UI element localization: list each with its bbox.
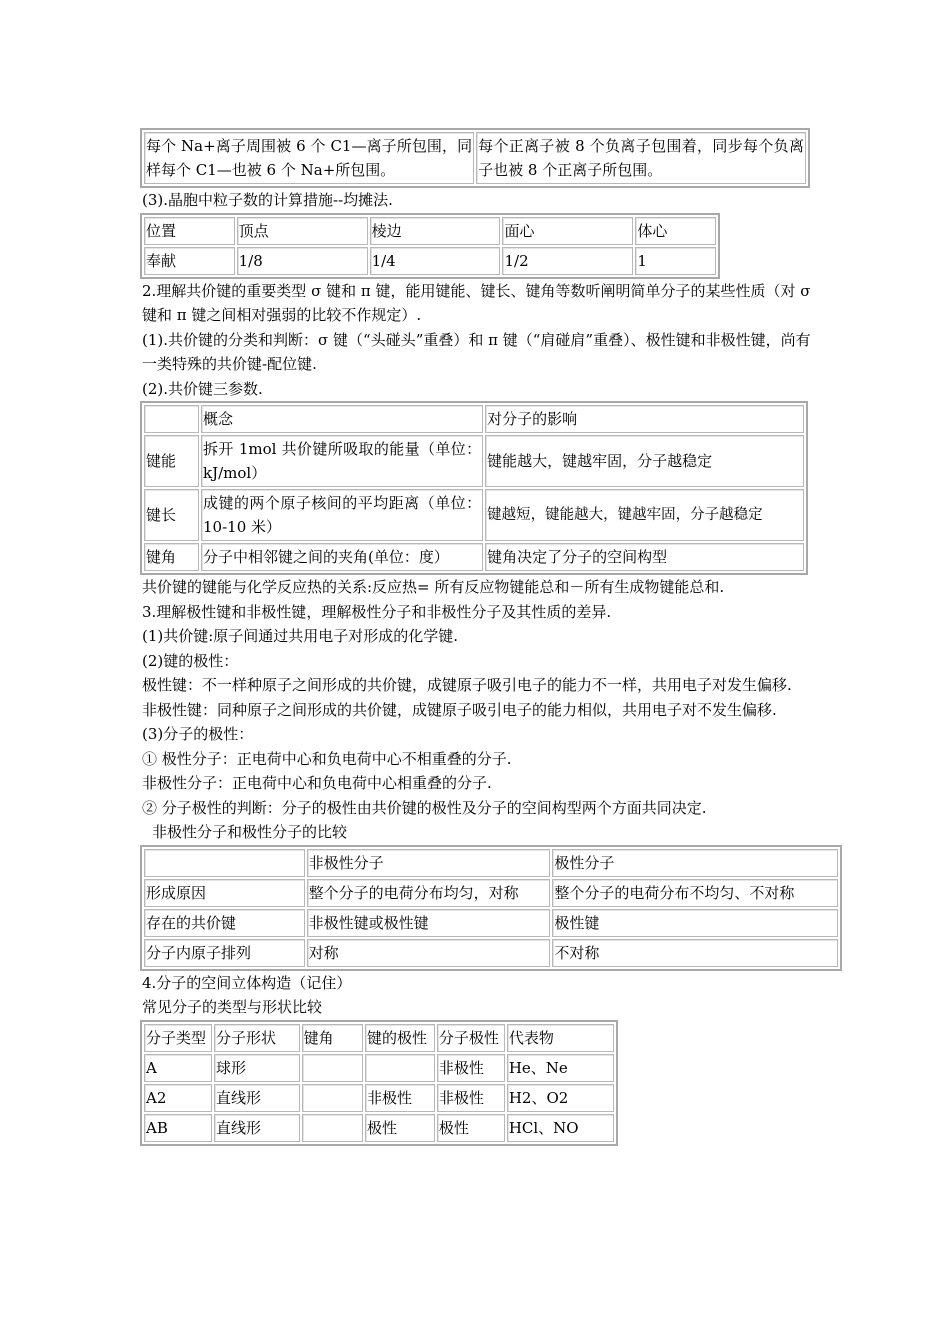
table-cell: 整个分子的电荷分布均匀，对称 <box>307 879 551 907</box>
table-row <box>144 405 804 433</box>
table-cell: 非极性 <box>365 1084 435 1112</box>
table-cell: 直线形 <box>214 1114 300 1142</box>
paragraph: (2)键的极性： <box>142 651 239 670</box>
table-cell: 每个正离子被 8 个负离子包围着，同步每个负离子也被 8 个正离子所包围。 <box>476 132 806 184</box>
table-header-cell <box>144 849 305 877</box>
table-cell: 1/8 <box>237 247 368 275</box>
table-header-cell: 代表物 <box>507 1024 614 1052</box>
table-cell: A <box>144 1054 212 1082</box>
molecule-shape-table <box>140 1020 618 1146</box>
table-row <box>144 939 838 967</box>
table-cell: 拆开 1mol 共价键所吸取的能量（单位：kJ/mol） <box>201 435 483 487</box>
table-header-cell <box>144 405 199 433</box>
table-header-cell: 棱边 <box>370 217 501 245</box>
table-cell: 奉献 <box>144 247 235 275</box>
table-row <box>144 879 838 907</box>
table-cell: 键越短，键能越大，键越牢固，分子越稳定 <box>485 489 804 541</box>
table-cell: A2 <box>144 1084 212 1112</box>
table-header-cell: 键角 <box>302 1024 363 1052</box>
section-heading: 3.理解极性键和非极性键，理解极性分子和非极性分子及其性质的差异. <box>142 602 612 621</box>
table-cell: 非极性 <box>437 1084 505 1112</box>
paragraph: 非极性键：同种原子之间形成的共价键，成键原子吸引电子的能力相似，共用电子对不发生偏移. <box>142 700 777 719</box>
table-row <box>144 1114 614 1142</box>
table-row <box>144 217 716 245</box>
table-header-cell: 对分子的影响 <box>485 405 804 433</box>
paragraph: (3).晶胞中粒子数的计算措施--均摊法. <box>142 191 393 209</box>
table-cell: 球形 <box>214 1054 300 1082</box>
table-caption: 常见分子的类型与形状比较 <box>142 998 323 1016</box>
table-cell: 成键的两个原子核间的平均距离（单位：10-10 米） <box>201 489 483 541</box>
paragraph: ① 极性分子：正电荷中心和负电荷中心不相重叠的分子. <box>142 749 512 768</box>
table-header-cell: 分子类型 <box>144 1024 212 1052</box>
paragraph: 共价键的键能与化学反应热的关系:反应热= 所有反应物键能总和－所有生成物键能总和. <box>142 578 725 596</box>
table-cell: 1/2 <box>502 247 633 275</box>
table-header-cell: 面心 <box>502 217 633 245</box>
section-heading: 4.分子的空间立体构造（记住） <box>142 973 352 992</box>
paragraph: 非极性分子：正电荷中心和负电荷中心相重叠的分子. <box>142 774 492 792</box>
table-cell: 形成原因 <box>144 879 305 907</box>
table-cell: 直线形 <box>214 1084 300 1112</box>
table-caption: 非极性分子和极性分子的比较 <box>152 823 348 841</box>
table-row <box>144 1024 614 1052</box>
paragraph: ② 分子极性的判断：分子的极性由共价键的极性及分子的空间构型两个方面共同决定. <box>142 798 707 817</box>
table-cell: 1/4 <box>370 247 501 275</box>
table-cell: 极性 <box>437 1114 505 1142</box>
table-cell: H2、O2 <box>507 1084 614 1112</box>
table-cell: 非极性 <box>437 1054 505 1082</box>
table-header-cell: 顶点 <box>237 217 368 245</box>
table-cell: 键长 <box>144 489 199 541</box>
table-cell <box>302 1054 363 1082</box>
crystal-structure-table <box>140 128 810 188</box>
paragraph: 极性键：不一样种原子之间形成的共价键，成键原子吸引电子的能力不一样，共用电子对发生偏移. <box>142 676 792 694</box>
table-header-cell: 体心 <box>635 217 716 245</box>
table-cell: 非极性键或极性键 <box>307 909 551 937</box>
document-page <box>142 128 812 1146</box>
table-row <box>144 132 806 184</box>
unit-cell-contribution-table <box>140 213 720 279</box>
table-cell: 分子中相邻键之间的夹角(单位：度） <box>201 543 483 571</box>
table-cell <box>302 1114 363 1142</box>
molecule-polarity-comparison-table <box>140 845 842 971</box>
table-cell <box>365 1054 435 1082</box>
table-header-cell: 概念 <box>201 405 483 433</box>
table-row <box>144 1054 614 1082</box>
table-cell: 分子内原子排列 <box>144 939 305 967</box>
table-cell: 极性键 <box>552 909 838 937</box>
table-cell: He、Ne <box>507 1054 614 1082</box>
table-header-cell: 位置 <box>144 217 235 245</box>
table-header-cell: 键的极性 <box>365 1024 435 1052</box>
paragraph: (1)共价键:原子间通过共用电子对形成的化学键. <box>142 627 459 645</box>
table-cell: 对称 <box>307 939 551 967</box>
table-cell: 键能越大，键越牢固，分子越稳定 <box>485 435 804 487</box>
table-header-cell: 非极性分子 <box>307 849 551 877</box>
table-cell: 极性 <box>365 1114 435 1142</box>
table-cell: 每个 Na+离子周围被 6 个 C1—离子所包围，同样每个 C1—也被 6 个 Na+所包围。 <box>144 132 474 184</box>
table-row <box>144 489 804 541</box>
table-cell: 键能 <box>144 435 199 487</box>
table-cell: 键角 <box>144 543 199 571</box>
table-cell <box>302 1084 363 1112</box>
table-cell: HCl、NO <box>507 1114 614 1142</box>
table-cell: 不对称 <box>552 939 838 967</box>
table-row <box>144 849 838 877</box>
table-cell: AB <box>144 1114 212 1142</box>
table-cell: 存在的共价键 <box>144 909 305 937</box>
section-heading: 2.理解共价键的重要类型 σ 键和 π 键，能用键能、键长、键角等数听阐明简单分子的某些性质（对 σ 键和 π 键之间相对强弱的比较不作规定）. <box>142 281 811 324</box>
paragraph: (3)分子的极性： <box>142 725 254 743</box>
table-row <box>144 435 804 487</box>
table-cell: 键角决定了分子的空间构型 <box>485 543 804 571</box>
table-cell: 整个分子的电荷分布不均匀、不对称 <box>552 879 838 907</box>
paragraph: (1).共价键的分类和判断：σ 键（“头碰头”重叠）和 π 键（“肩碰肩”重叠）、极性键和非极性键，尚有一类特殊的共价键-配位键. <box>142 330 811 373</box>
table-row <box>144 247 716 275</box>
bond-parameters-table <box>140 401 808 575</box>
table-header-cell: 极性分子 <box>552 849 838 877</box>
table-cell: 1 <box>635 247 716 275</box>
table-header-cell: 分子极性 <box>437 1024 505 1052</box>
paragraph: (2).共价键三参数. <box>142 379 263 398</box>
table-row <box>144 909 838 937</box>
table-header-cell: 分子形状 <box>214 1024 300 1052</box>
table-row <box>144 1084 614 1112</box>
table-row <box>144 543 804 571</box>
